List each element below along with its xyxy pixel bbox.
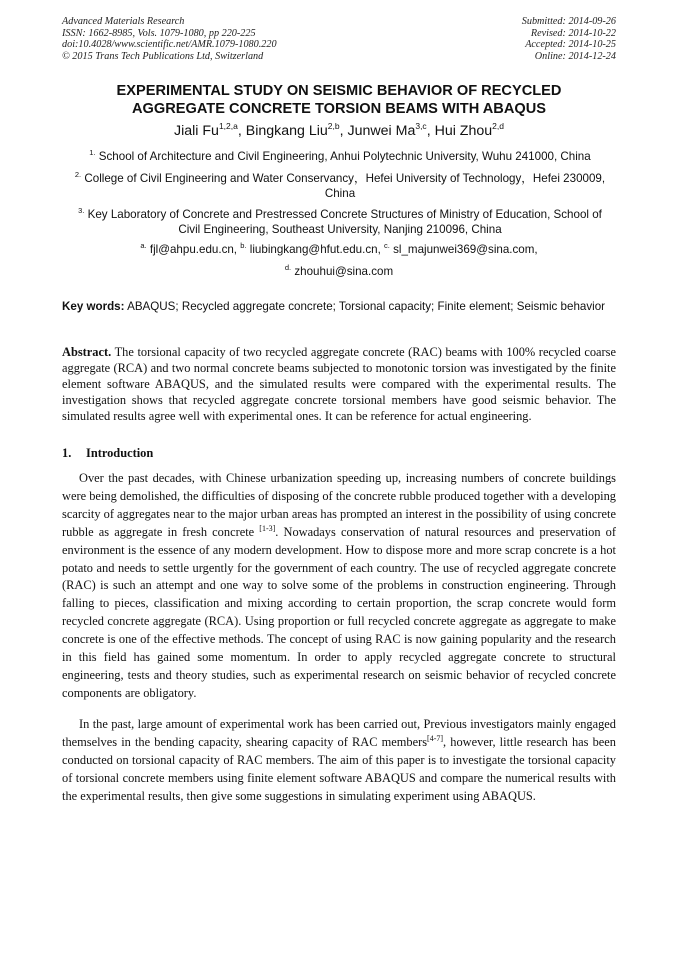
issn-line: ISSN: 1662-8985, Vols. 1079-1080, pp 220-225 bbox=[62, 27, 256, 39]
journal-name: Advanced Materials Research bbox=[62, 16, 185, 27]
abstract bbox=[62, 345, 616, 425]
email-line-1 bbox=[62, 243, 616, 258]
affiliation-2 bbox=[70, 172, 610, 201]
affiliation-1 bbox=[70, 150, 610, 165]
author-name: Bingkang Liu bbox=[245, 123, 328, 139]
accepted-date: Accepted: 2014-10-25 bbox=[525, 39, 616, 51]
revised-date: Revised: 2014-10-22 bbox=[530, 27, 616, 39]
email-mark: b. bbox=[240, 241, 247, 250]
title-line-1: EXPERIMENTAL STUDY ON SEISMIC BEHAVIOR OF RECYCLED bbox=[116, 83, 562, 99]
affiliation-mark: 3. bbox=[78, 206, 85, 215]
author-separator: , bbox=[237, 123, 246, 139]
publication-info bbox=[62, 16, 277, 62]
author-name: Junwei Ma bbox=[347, 123, 416, 139]
affiliation-text: Key Laboratory of Concrete and Prestressed Concrete Structures of Ministry of Education, School of Civil Engineering, Southeast University, Nanjing 210096, China bbox=[87, 208, 602, 236]
author-affiliation-mark: 2,d bbox=[492, 121, 504, 131]
section-heading-introduction bbox=[62, 446, 153, 461]
body-paragraph-2 bbox=[62, 716, 616, 806]
body-paragraph-1 bbox=[62, 470, 616, 703]
paragraph-text: Over the past decades, with Chinese urbanization speeding up, increasing numbers of concrete buildings were being demolished, the difficulties of disposing of the concrete rubble produced together with a developing scarcity of aggregates near to the major urban areas has prompted an interest in the possibility of using concrete rubble as aggregate in fresh concrete bbox=[62, 471, 616, 539]
email-a: fjl@ahpu.edu.cn, bbox=[149, 243, 238, 256]
author-affiliation-mark: 1,2,a bbox=[218, 121, 238, 131]
online-date: Online: 2014-12-24 bbox=[534, 50, 616, 62]
paragraph-text: . Nowadays conservation of natural resources and preservation of environment is the essence of any modern development. How to dispose more and more scrap concrete is a hot potato and needs to settle urgently for the government of each country. The use of recycled aggregate concrete (RAC) is such an attempt and one way to solve some of the problems in construction engineering. Through falling to pieces, classification and mixing according to certain proportion, the scrap concrete would form recycled concrete aggregate (RCA). Using proportion or full recycled concrete aggregate as aggregate to make concrete is one of the effective methods. The concept of using RAC is now gaining popularity and the research in this field has gained some momentum. In order to apply recycled aggregate concrete to structural engineering, tests and theory studies, such as experimental research on seismic behavior of recycled concrete components are obligatory. bbox=[62, 524, 617, 700]
author-affiliation-mark: 3,c bbox=[415, 121, 427, 131]
affiliation-mark: 2. bbox=[74, 170, 82, 179]
paragraph-text: In the past, large amount of experimental work has been carried out, Previous investigators mainly engaged themselves in the bending capacity, shearing capacity of RAC members bbox=[62, 717, 616, 749]
author-affiliation-mark: 2,b bbox=[327, 121, 340, 131]
author-name: Jiali Fu bbox=[174, 123, 219, 139]
author-separator: , bbox=[339, 123, 348, 139]
affiliation-text: College of Civil Engineering and Water Conservancy，Hefei University of Technology，Hefei 230009, China bbox=[84, 172, 606, 200]
affiliation-3 bbox=[70, 208, 610, 237]
paragraph-text: , however, little research has been conducted on torsional capacity of RAC members. The aim of this paper is to investigate the torsional capacity of torsional concrete members using finite element software ABAQUS and compare the numerical results with the experimental results, then give some suggestions in simulating experiment using ABAQUS. bbox=[62, 734, 616, 803]
keywords-label: Key words: bbox=[62, 300, 125, 313]
author-name: Hui Zhou bbox=[434, 123, 493, 139]
email-mark: a. bbox=[140, 241, 147, 250]
title-line-2: AGGREGATE CONCRETE TORSION BEAMS WITH ABAQUS bbox=[131, 101, 547, 117]
keywords bbox=[62, 300, 616, 314]
email-c: sl_majunwei369@sina.com, bbox=[393, 243, 538, 256]
email-line-2 bbox=[62, 265, 616, 280]
citation: [1-3] bbox=[259, 523, 276, 533]
affiliation-text: School of Architecture and Civil Engineering, Anhui Polytechnic University, Wuhu 241000, China bbox=[98, 150, 591, 163]
publication-dates bbox=[522, 16, 616, 62]
email-b: liubingkang@hfut.edu.cn, bbox=[249, 243, 381, 256]
author-separator: , bbox=[426, 123, 435, 139]
email-d: zhouhui@sina.com bbox=[294, 265, 394, 278]
section-title: Introduction bbox=[86, 446, 154, 460]
copyright-line: © 2015 Trans Tech Publications Ltd, Switzerland bbox=[62, 50, 264, 62]
author-list bbox=[62, 122, 616, 140]
doi-line: doi:10.4028/www.scientific.net/AMR.1079-1080.220 bbox=[62, 39, 277, 51]
abstract-text: The torsional capacity of two recycled aggregate concrete (RAC) beams with 100% recycled coarse aggregate (RCA) and two normal concrete beams subjected to monotonic torsion was investigated by the finite element software ABAQUS, and the simulated results were compared with the experimental results. The investigation shows that recycled aggregate concrete torsional members have good seismic behavior. The simulated results agree well with experimental ones. It can be reference for actual engineering. bbox=[62, 345, 616, 423]
email-mark: d. bbox=[284, 263, 292, 272]
keywords-text: ABAQUS; Recycled aggregate concrete; Torsional capacity; Finite element; Seismic behavior bbox=[127, 300, 606, 313]
submitted-date: Submitted: 2014-09-26 bbox=[521, 16, 616, 27]
affiliation-mark: 1. bbox=[89, 148, 96, 157]
email-mark: c. bbox=[384, 241, 390, 250]
citation: [4-7] bbox=[427, 733, 444, 743]
abstract-label: Abstract. bbox=[62, 345, 112, 359]
paper-title bbox=[62, 82, 616, 118]
section-number: 1. bbox=[62, 446, 72, 460]
